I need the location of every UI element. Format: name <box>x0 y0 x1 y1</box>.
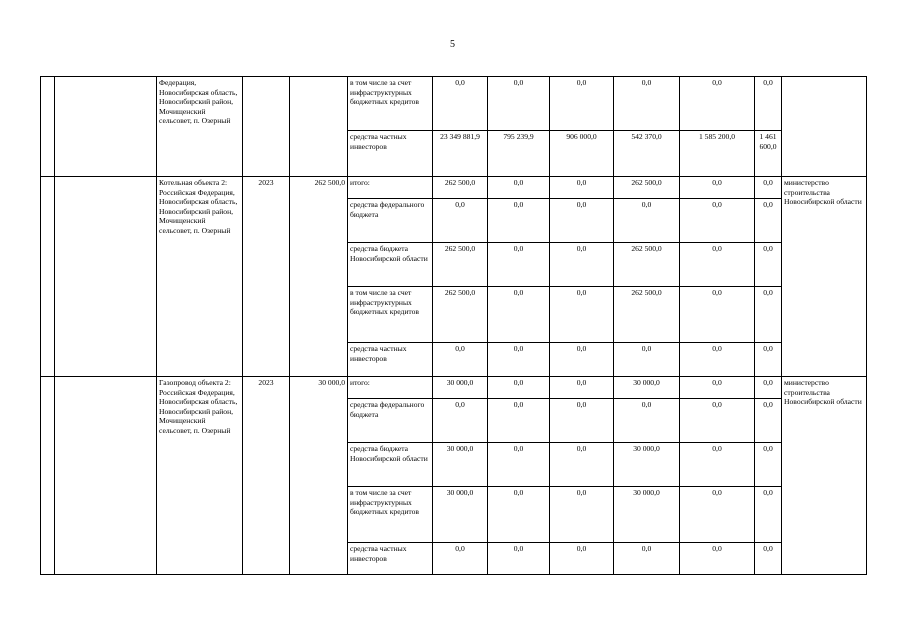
amount-cell <box>290 77 348 177</box>
value-cell: 0,0 <box>488 543 550 575</box>
source-label: средства бюджета Новосибирской области <box>348 443 433 487</box>
amount-cell: 30 000,0 <box>290 377 348 575</box>
value-cell: 0,0 <box>614 399 680 443</box>
source-label: итого: <box>348 177 433 199</box>
budget-table <box>40 76 867 575</box>
value-cell: 0,0 <box>488 177 550 199</box>
value-cell: 0,0 <box>755 443 782 487</box>
value-cell: 795 239,9 <box>488 131 550 177</box>
source-label: в том числе за счет инфраструктурных бюджетных кредитов <box>348 287 433 343</box>
value-cell: 0,0 <box>755 543 782 575</box>
object-name-cell: Газопровод объекта 2: Российская Федерация, Новосибирская область, Новосибирский район, Мочищенский сельсовет, п. Озерный <box>157 377 243 575</box>
value-cell: 0,0 <box>755 199 782 243</box>
value-cell: 0,0 <box>488 399 550 443</box>
value-cell: 0,0 <box>755 487 782 543</box>
value-cell: 30 000,0 <box>614 443 680 487</box>
value-cell: 0,0 <box>550 377 614 399</box>
responsible-cell: министерство строительства Новосибирской области <box>782 177 867 377</box>
value-cell: 0,0 <box>488 343 550 377</box>
value-cell: 0,0 <box>550 543 614 575</box>
value-cell: 0,0 <box>488 377 550 399</box>
value-cell: 0,0 <box>755 243 782 287</box>
value-cell: 0,0 <box>614 343 680 377</box>
source-label: итого: <box>348 377 433 399</box>
value-cell: 0,0 <box>755 399 782 443</box>
value-cell: 0,0 <box>550 77 614 131</box>
source-label: средства федерального бюджета <box>348 399 433 443</box>
year-cell <box>243 77 290 177</box>
value-cell: 262 500,0 <box>614 243 680 287</box>
responsible-cell <box>782 77 867 177</box>
value-cell: 0,0 <box>614 543 680 575</box>
value-cell: 0,0 <box>433 543 488 575</box>
value-cell: 0,0 <box>550 199 614 243</box>
value-cell: 0,0 <box>755 343 782 377</box>
year-cell: 2023 <box>243 177 290 377</box>
index-cell <box>41 377 55 575</box>
object-name-cell: Котельная объекта 2: Российская Федерация, Новосибирская область, Новосибирский район, Мочищенский сельсовет, п. Озерный <box>157 177 243 377</box>
value-cell: 0,0 <box>755 177 782 199</box>
value-cell: 0,0 <box>433 399 488 443</box>
value-cell: 0,0 <box>550 343 614 377</box>
value-cell: 1 461 600,0 <box>755 131 782 177</box>
value-cell: 262 500,0 <box>433 243 488 287</box>
value-cell: 0,0 <box>488 199 550 243</box>
amount-cell: 262 500,0 <box>290 177 348 377</box>
value-cell: 23 349 881,9 <box>433 131 488 177</box>
source-label: средства частных инвесторов <box>348 343 433 377</box>
value-cell: 30 000,0 <box>614 487 680 543</box>
value-cell: 0,0 <box>755 377 782 399</box>
value-cell: 0,0 <box>680 377 755 399</box>
value-cell: 0,0 <box>433 343 488 377</box>
page-number: 5 <box>450 39 455 50</box>
value-cell: 0,0 <box>680 243 755 287</box>
value-cell: 30 000,0 <box>433 377 488 399</box>
table-row <box>41 377 867 399</box>
value-cell: 262 500,0 <box>433 177 488 199</box>
source-label: средства бюджета Новосибирской области <box>348 243 433 287</box>
value-cell: 0,0 <box>488 487 550 543</box>
value-cell: 0,0 <box>614 199 680 243</box>
value-cell: 542 370,0 <box>614 131 680 177</box>
value-cell: 30 000,0 <box>433 487 488 543</box>
object-name-cell: Федерация, Новосибирская область, Новосибирский район, Мочищенский сельсовет, п. Озерный <box>157 77 243 177</box>
number-cell <box>55 77 157 177</box>
value-cell: 906 000,0 <box>550 131 614 177</box>
value-cell: 0,0 <box>680 399 755 443</box>
value-cell: 0,0 <box>755 77 782 131</box>
value-cell: 0,0 <box>550 287 614 343</box>
value-cell: 0,0 <box>680 77 755 131</box>
source-label: в том числе за счет инфраструктурных бюджетных кредитов <box>348 487 433 543</box>
value-cell: 1 585 200,0 <box>680 131 755 177</box>
value-cell: 0,0 <box>680 487 755 543</box>
value-cell: 262 500,0 <box>433 287 488 343</box>
value-cell: 0,0 <box>680 177 755 199</box>
value-cell: 0,0 <box>488 287 550 343</box>
table-row <box>41 177 867 199</box>
source-label: средства частных инвесторов <box>348 543 433 575</box>
index-cell <box>41 77 55 177</box>
number-cell <box>55 177 157 377</box>
value-cell: 0,0 <box>550 177 614 199</box>
value-cell: 0,0 <box>755 287 782 343</box>
responsible-cell: министерство строительства Новосибирской области <box>782 377 867 575</box>
number-cell <box>55 377 157 575</box>
value-cell: 0,0 <box>488 443 550 487</box>
value-cell: 0,0 <box>680 343 755 377</box>
table-row <box>41 77 867 131</box>
value-cell: 30 000,0 <box>614 377 680 399</box>
value-cell: 0,0 <box>488 243 550 287</box>
value-cell: 0,0 <box>680 443 755 487</box>
source-label: средства федерального бюджета <box>348 199 433 243</box>
value-cell: 0,0 <box>680 199 755 243</box>
value-cell: 262 500,0 <box>614 287 680 343</box>
value-cell: 0,0 <box>550 443 614 487</box>
year-cell: 2023 <box>243 377 290 575</box>
value-cell: 0,0 <box>550 399 614 443</box>
source-label: в том числе за счет инфраструктурных бюджетных кредитов <box>348 77 433 131</box>
value-cell: 262 500,0 <box>614 177 680 199</box>
value-cell: 0,0 <box>433 77 488 131</box>
value-cell: 0,0 <box>433 199 488 243</box>
value-cell: 0,0 <box>488 77 550 131</box>
source-label: средства частных инвесторов <box>348 131 433 177</box>
value-cell: 0,0 <box>550 243 614 287</box>
value-cell: 0,0 <box>550 487 614 543</box>
value-cell: 0,0 <box>614 77 680 131</box>
value-cell: 0,0 <box>680 543 755 575</box>
index-cell <box>41 177 55 377</box>
value-cell: 0,0 <box>680 287 755 343</box>
value-cell: 30 000,0 <box>433 443 488 487</box>
